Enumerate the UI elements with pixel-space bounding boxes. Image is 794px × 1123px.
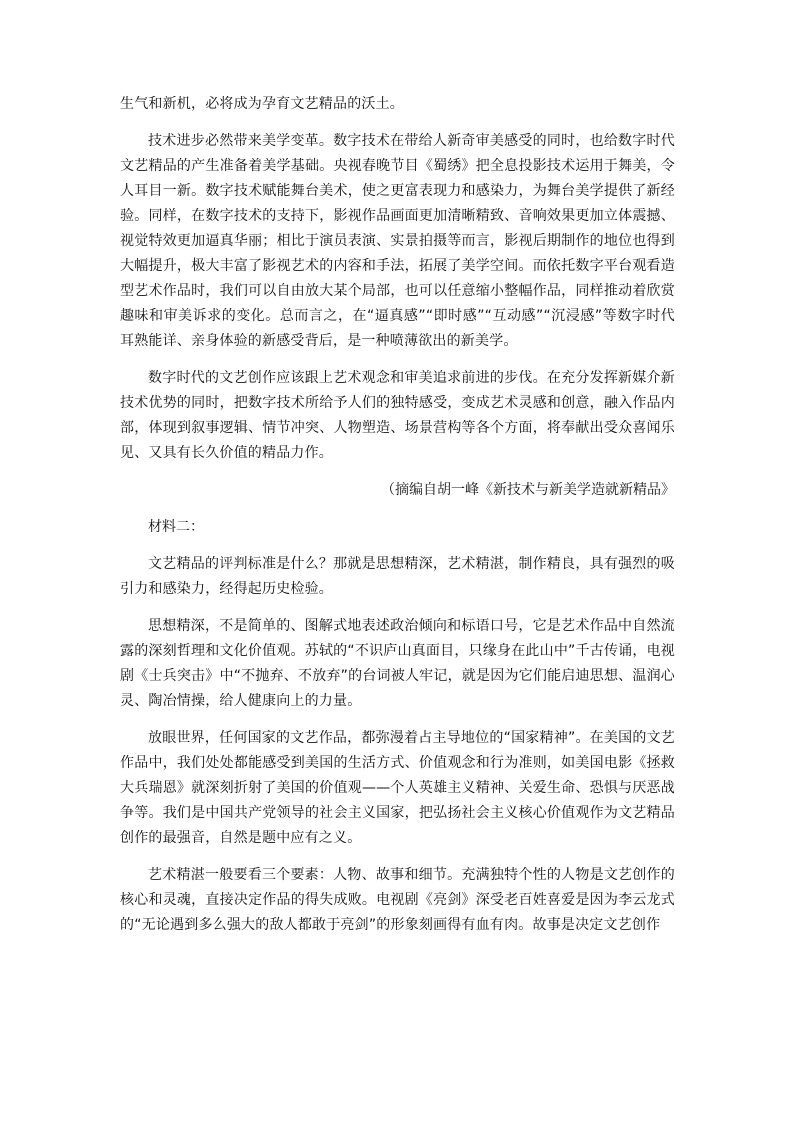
material-two-label: 材料二：: [148, 519, 204, 535]
paragraph-evaluation-standard: 文艺精品的评判标准是什么？那就是思想精深，艺术精湛，制作精良，具有强烈的吸引力和感染力，经得起历史检验。: [120, 556, 675, 597]
paragraph-tech-aesthetics: 技术进步必然带来美学变革。数字技术在带给人新奇审美感受的同时，也给数字时代文艺精品的产生准备着美学基础。央视春晚节目《蜀绣》把全息投影技术运用于舞美，令人耳目一新。数字技术赋能舞台美术，使之更富表现力和感染力，为舞台美学提供了新经验。同样，在数字技术的支持下，影视作品画面更加清晰精致、音响效果更加立体震撼、视觉特效更加逼真华丽；相比于演员表演、实景拍摄等而言，影视后期制作的地位也得到大幅提升，极大丰富了影视艺术的内容和手法，拓展了美学空间。而依托数字平台观看造型艺术作品时，我们可以自由放大某个局部，也可以任意缩小整幅作品，同样推动着欣赏趣味和审美诉求的变化。总而言之，在“逼真感”“即时感”“互动感”“沉浸感”等数字时代耳熟能详、亲身体验的新感受背后，是一种喷薄欲出的新美学。: [120, 133, 675, 349]
paragraph-digital-creation: 数字时代的文艺创作应该跟上艺术观念和审美追求前进的步伐。在充分发挥新媒介新技术优势的同时，把数字技术所给予人们的独特感受，变成艺术灵感和创意，融入作品内部，体现到叙事逻辑、情节冲突、人物塑造、场景营构等各个方面，将奉献出受众喜闻乐见、又具有长久价值的精品力作。: [120, 370, 675, 461]
paragraph-profound-thought: 思想精深，不是简单的、图解式地表述政治倾向和标语口号，它是艺术作品中自然流露的深刻哲理和文化价值观。苏轼的“不识庐山真面目，只缘身在此山中”千古传诵，电视剧《士兵突击》中“不抛弃、不放弃”的台词被人牢记，就是因为它们能启迪思想、温润心灵、陶冶情操，给人健康向上的力量。: [120, 618, 675, 709]
paragraph-artistic-excellence: 艺术精湛一般要看三个要素：人物、故事和细节。充满独特个性的人物是文艺创作的核心和灵魂，直接决定作品的得失成败。电视剧《亮剑》深受老百姓喜爱是因为李云龙式的“无论遇到多么强大的敌人都敢于亮剑”的形象刻画得有血有肉。故事是决定文艺创作: [120, 867, 675, 933]
document-page: [120, 92, 675, 938]
paragraph-continued: 生气和新机，必将成为孕育文艺精品的沃土。: [120, 96, 404, 112]
paragraph-national-spirit: 放眼世界，任何国家的文艺作品，都弥漫着占主导地位的“国家精神”。在美国的文艺作品中，我们处处都能感受到美国的生活方式、价值观念和行为准则，如美国电影《拯救大兵瑞恩》就深刻折射了美国的价值观——个人英雄主义精神、关爱生命、恐惧与厌恶战争等。我们是中国共产党领导的社会主义国家，把弘扬社会主义核心价值观作为文艺精品创作的最强音，自然是题中应有之义。: [120, 730, 675, 846]
source-citation: （摘编自胡一峰《新技术与新美学造就新精品》: [381, 482, 675, 498]
